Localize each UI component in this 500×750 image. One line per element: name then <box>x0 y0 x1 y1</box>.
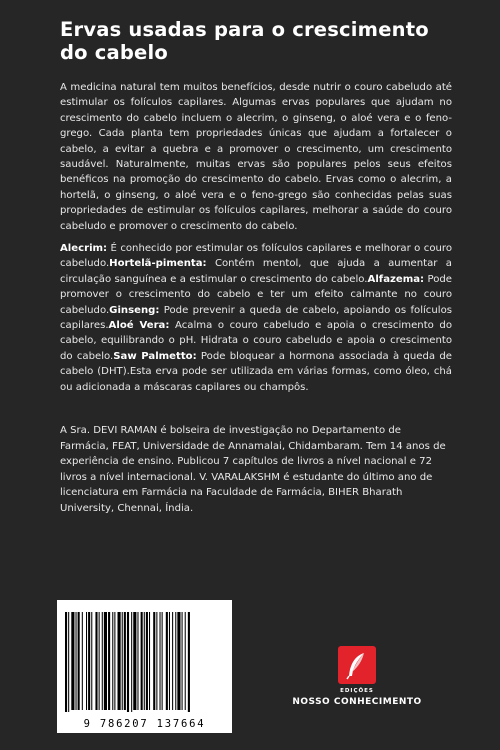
herb-name: Hortelã-pimenta: <box>109 258 207 270</box>
herbs-paragraph <box>60 241 452 395</box>
herb-description: Pode bloquear a hormona associada à queda de cabelo (DHT).Esta erva pode ser utilizada em várias formas, como óleo, chá ou adicionada a máscaras capilares ou champôs. <box>60 350 452 393</box>
herb-description: É conhecido por estimular os folículos capilares e melhorar o couro cabeludo. <box>60 243 452 270</box>
barcode-bars <box>65 612 224 712</box>
herb-description: Pode promover o crescimento do cabelo e ter um efeito calmante no couro cabeludo. <box>60 273 453 316</box>
herb-name: Alfazema: <box>367 273 425 285</box>
barcode-digits: 9 786207 137664 <box>83 718 206 730</box>
herb-description: Acalma o couro cabeludo e apoia o crescimento do cabelo, equilibrando o pH. Hidrata o couro cabeludo e apoia o crescimento do cabelo. <box>60 320 452 362</box>
herb-name: Alecrim: <box>60 243 108 254</box>
author-bio: A Sra. DEVI RAMAN é bolseira de investigação no Departamento de Farmácia, FEAT, Universidade de Annamalai, Chidambaram. Tem 14 anos de experiência de ensino. Publicou 7 capítulos de livros a nível nacional e 72 livros a nível internacional. V. VARALAKSHM é estudante do último ano de licenciatura em Farmácia na Faculdade de Farmácia, BIHER Bharath University, Chennai, Índia. <box>60 425 446 514</box>
herb-description: Pode prevenir a queda de cabelo, apoiando os folículos capilares. <box>60 304 452 332</box>
publisher-name: NOSSO CONHECIMENTO <box>292 697 422 707</box>
herb-description: Contém mentol, que ajuda a aumentar a circulação sanguínea e a estimular o crescimento do cabelo. <box>60 258 452 285</box>
herb-name: Saw Palmetto: <box>113 350 197 362</box>
quill-feather-icon <box>338 646 376 684</box>
herb-name: Ginseng: <box>109 304 160 316</box>
intro-paragraph: A medicina natural tem muitos benefícios, desde nutrir o couro cabeludo até estimular os folículos capilares. Algumas ervas populares que ajudam no crescimento do cabelo incluem o alecrim, o ginseng, o aloé vera e o feno-grego. Cada planta tem propriedades únicas que ajudam a fortalecer o cabelo, a evitar a quebra e a promover o crescimento, um crescimento saudável. Naturalmente, muitas ervas são populares pelos seus efeitos benéficos na promoção do crescimento do cabelo. Ervas como o alecrim, a hortelã, o ginseng, o aloé vera e o feno-grego são conhecidas pelas suas propriedades de estimular os folículos capilares, melhorar a saúde do couro cabeludo e promover o crescimento do cabelo. <box>60 82 452 232</box>
publisher-small-label: EDIÇÕES <box>340 688 374 694</box>
isbn-barcode <box>57 600 232 733</box>
book-title: Ervas usadas para o crescimento do cabelo <box>60 18 429 64</box>
herb-name: Aloé Vera: <box>108 320 170 332</box>
